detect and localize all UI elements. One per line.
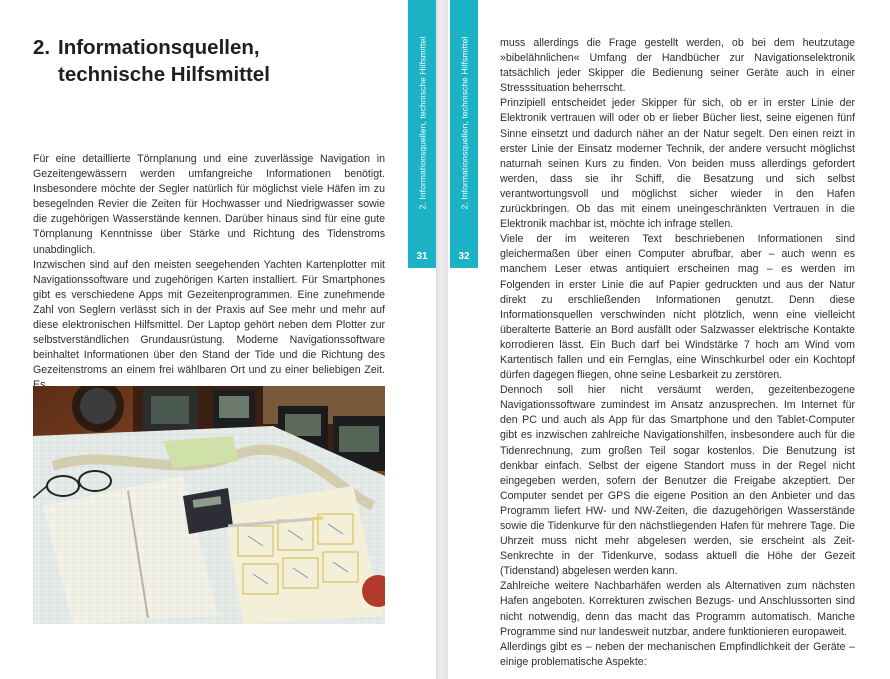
book-gutter (436, 0, 448, 679)
section-tab-left (408, 0, 436, 268)
chapter-title-line2: technische Hilfsmittel (58, 63, 270, 86)
paragraph: Allerdings gibt es – neben der mechanischen Empfindlichkeit der Geräte – einige problematische Aspekte: (500, 640, 855, 668)
left-page (0, 0, 436, 679)
paragraph: Zahlreiche weitere Nachbarhäfen werden als Alternativen zum nächsten Hafen angeboten. Korrekturen zwischen Bezugs- und Anschlussorten sind nicht notwendig, denn das macht das Programm automatisch. Manche Programme sind nur landesweit nutzbar, andere funktionieren europaweit. (500, 580, 855, 638)
chart-table-photo-image (33, 386, 385, 624)
paragraph: Für eine detaillierte Törnplanung und eine zuverlässige Navigation in Gezeitengewässern werden umfangreiche Informationen benötigt. Insbesondere möchte der Segler natürlich für möglichst viele Häfen im zu besegelnden Revier die Zeiten für Hochwasser und Niedrigwasser sowie die zugehörigen Wasserstände kennen. Darüber hinaus sind für eine gute Törnplanung Kenntnisse über Stärke und Richtung des Tidenstroms unabdinglich. (33, 153, 385, 256)
chapter-heading (33, 34, 270, 88)
chapter-number: 2. (33, 36, 51, 59)
chapter-title-line1: Informationsquellen, (58, 36, 260, 59)
running-head-left: 2. Informationsquellen, technische Hilfsmittel (417, 36, 428, 209)
paragraph: Prinzipiell entscheidet jeder Skipper für sich, ob er in erster Linie der Elektronik vertrauen will oder ob er lieber Bücher liest, seine eigenen fünf Sinne einsetzt und dadurch näher an der Natur segelt. Den einen reizt in erster Linie der Einsatz moderner Technik, der andere versucht möglichst naturnah seinen Kurs zu finden. Von beiden muss allerdings gefordert werden, dass sie ihr Schiff, die Besatzung und sich selbst verantwortungsvoll und möglichst sicher wieder in den Hafen zurückbringen. Ob das mit einem uneingeschränkten Vertrauen in die Elektronik machbar ist, möchte ich infrage stellen. (500, 97, 855, 231)
left-body-text (33, 152, 385, 394)
paragraph: muss allerdings die Frage gestellt werden, ob bei dem heutzutage »bibelähnlichen« Umfang der Handbücher zur Navigationselektronik tatsächlich jeder Skipper die Bedienung seiner Geräte auch in einer Stresssituation beherrscht. (500, 37, 855, 95)
paragraph: Dennoch soll hier nicht versäumt werden, gezeitenbezogene Navigationssoftware zumindest im Ansatz anzusprechen. Im Internet für den PC und auch als App für das Smartphone und den Tablet-Computer gibt es inzwischen zahlreiche Navigationshilfen, insbesondere auch für die Tidenrechnung, zum großen Teil sogar kostenlos. Die Benutzung ist denkbar einfach. Selbst der eigene Standort muss in der Regel nicht eingegeben werden, sofern der Benutzer die Freigabe akzeptiert. Der Computer sendet per GPS die eigene Position an den Anbieter und das Programm liefert HW- und NW-Zeiten, die dazugehörigen Wasserstände sowie die Tidenkurve für den nächstliegenden Hafen für mehrere Tage. Die Uhrzeit muss nicht mehr abgelesen werden, sie erscheint als Zeit-Senkrechte in der Tidenkurve, sodass aktuell die Höhe der Gezeit (Tidenstand) abgelesen werden kann. (500, 384, 855, 578)
running-head-right: 2. Informationsquellen, technische Hilfsmittel (459, 36, 470, 209)
page-number-left: 31 (416, 251, 428, 262)
paragraph: Inzwischen sind auf den meisten seegehenden Yachten Kartenplotter mit Navigationssoftware und zugehörigen Karten installiert. Für Smartphones gibt es verschiedene Apps mit Gezeitenprogrammen. Eine zunehmende Zahl von Seglern verlässt sich in der Praxis auf See mehr und mehr auf diese elektronischen Hilfsmittel. Der Laptop gehört neben dem Plotter zur selbstverständlichen Grundausrüstung. Moderne Navigationssoftware beinhaltet Informationen über den Stand der Tide und die Richtung des Gezeitenstroms an einem frei wählbaren Ort und zu einer beliebigen Zeit. (33, 258, 385, 377)
paragraph: Viele der im weiteren Text beschriebenen Informationen sind gleichermaßen über einen Computer abrufbar, aber – auch wenn es manchem Leser etwas antiquiert erscheinen mag – es werden im Folgenden in erster Linie die auf Papier gedruckten und aus der Natur direkt zu erschließenden Informationen genutzt. Denn diese Informationsquellen verschwinden nicht plötzlich, wenn eine vielleicht überalterte Batterie an Bord ausfällt oder Salzwasser elektrische Kontakte korrodieren lässt. Ein Buch darf bei Windstärke 7 hoch am Wind vom Kartentisch fallen und ein Fernglas, eine Winschkurbel oder ein Kochtopf dürfen dagegen fliegen, ohne seine Lesbarkeit zu zerstören. (500, 233, 855, 382)
page-number-right: 32 (458, 251, 470, 262)
right-body-text (500, 36, 855, 670)
chart-table-photo (33, 386, 385, 624)
section-tab-right (450, 0, 478, 268)
